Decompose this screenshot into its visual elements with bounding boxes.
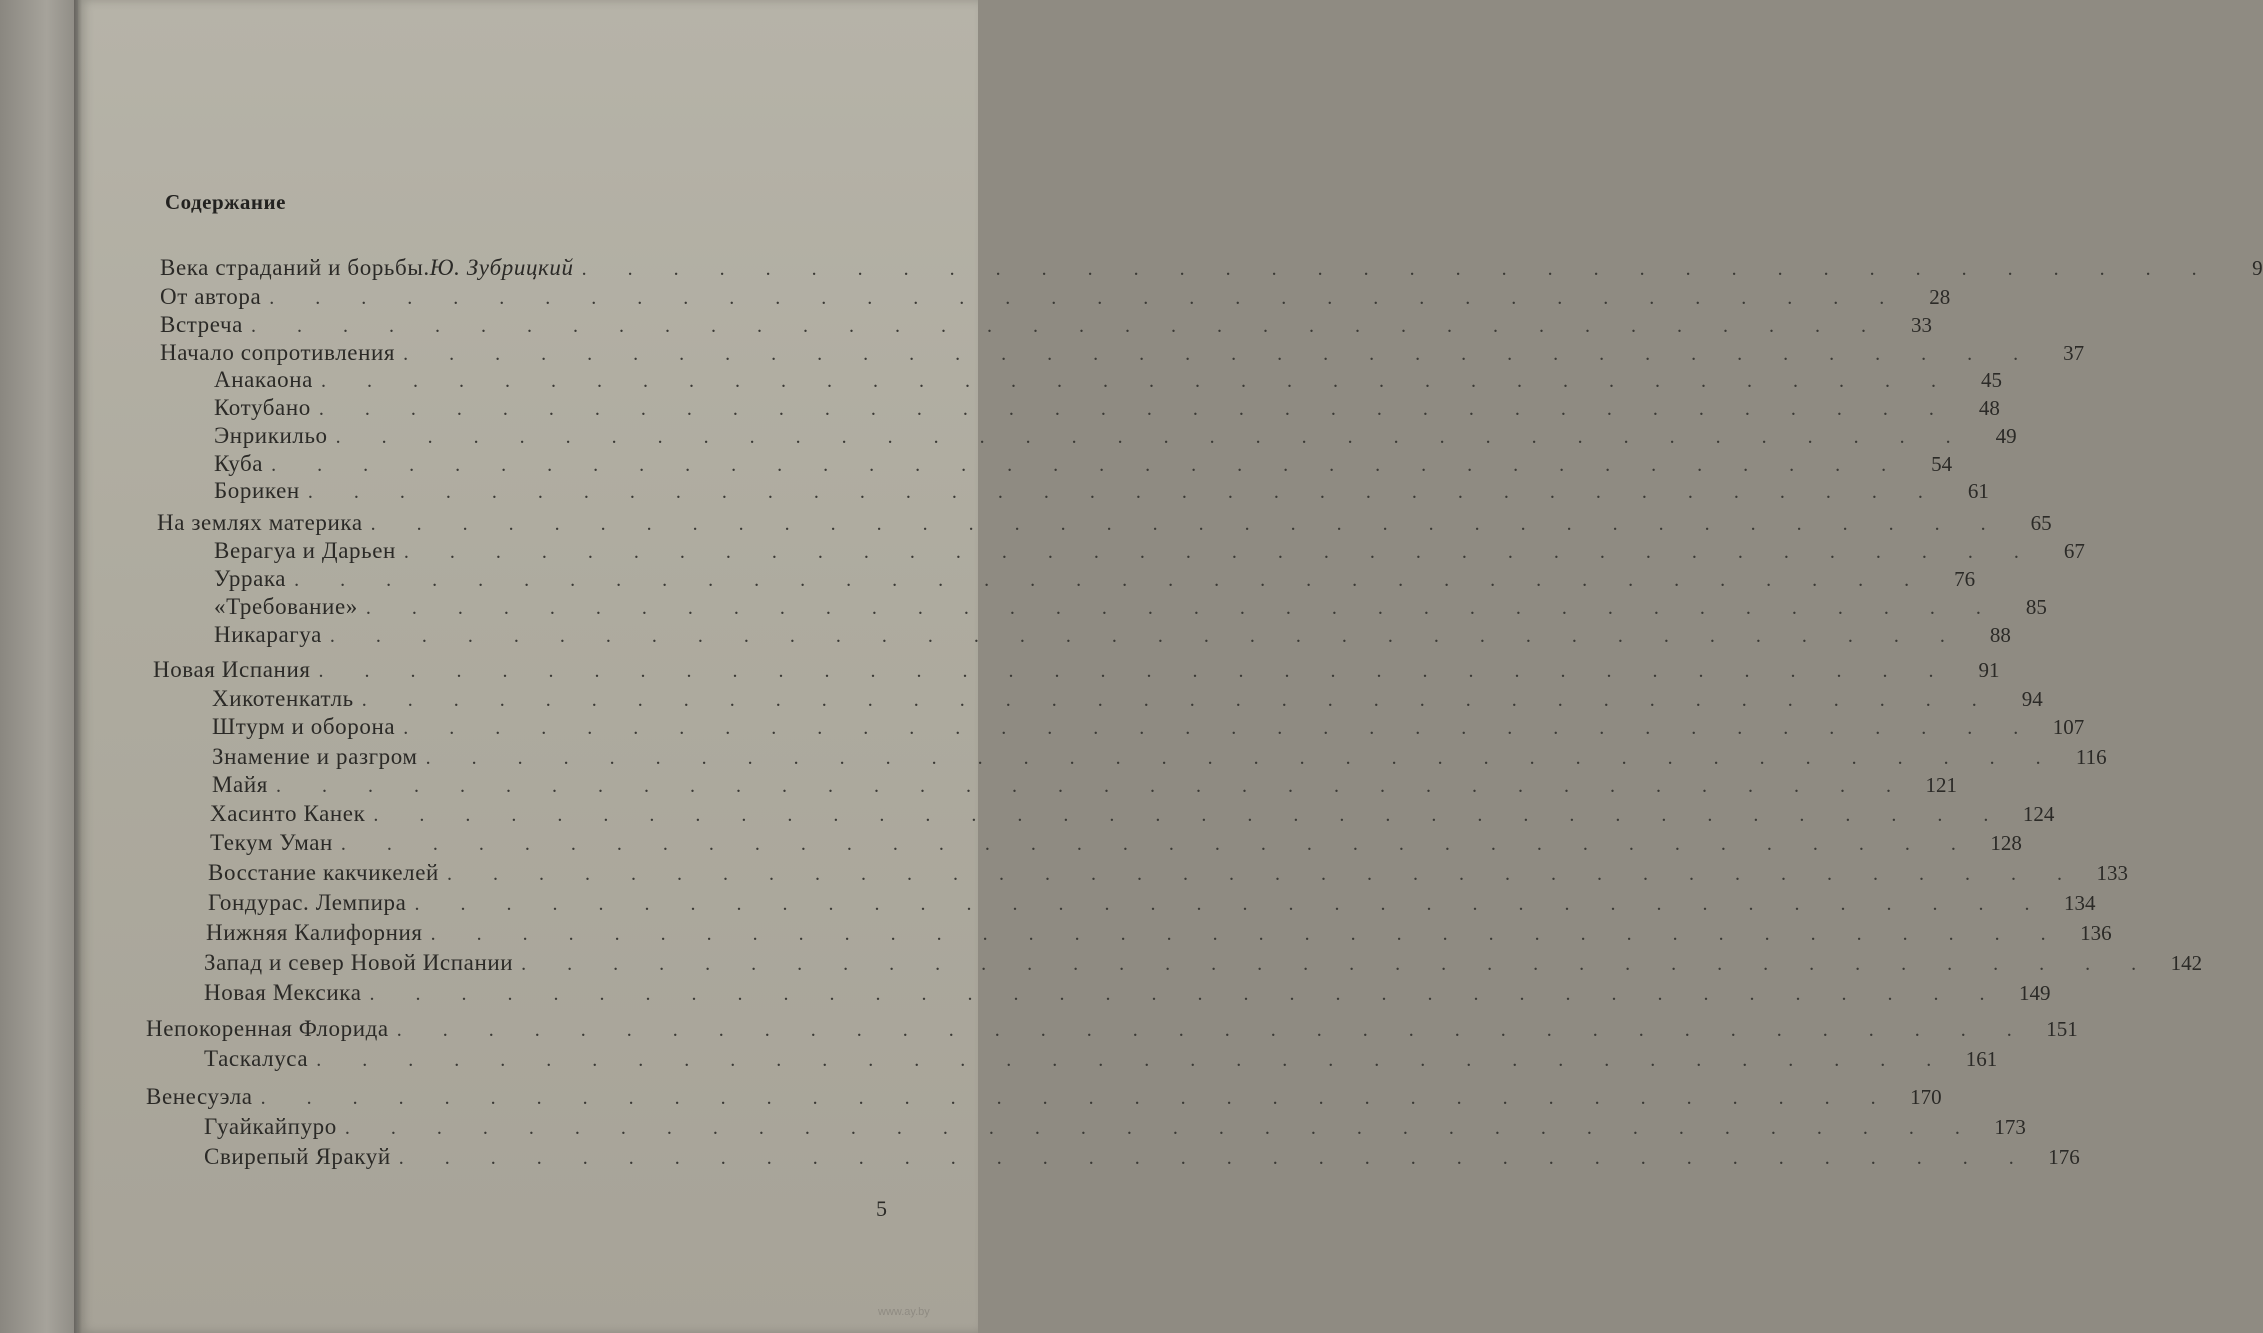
toc-entry-label: Нижняя Калифорния xyxy=(206,920,423,945)
toc-entry-page: 88 xyxy=(1989,623,2011,647)
toc-leader-dots: . . . . . . . . . . . . . . . . . . . . . . . . . . . . . . . . . . . . xyxy=(403,343,2037,365)
toc-entry xyxy=(146,1016,2078,1044)
toc-entry-label: Восстание какчикелей xyxy=(208,860,439,885)
toc-leader-dots: . . . . . . . . . . . . . . . . . . . . . . . . . . . . . . . . . . . . xyxy=(403,541,2037,563)
watermark-text: www.ay.by xyxy=(878,1306,930,1318)
toc-entry xyxy=(208,890,2096,918)
toc-entry-label: Уррака xyxy=(214,566,287,591)
toc-leader-dots: . . . . . . . . . . . . . . . . . . . . . . . . . . . . . . . . . . . . xyxy=(260,1087,1894,1109)
toc-entry xyxy=(214,538,2085,566)
toc-leader-dots: . . . . . . . . . . . . . . . . . . . . . . . . . . . . . . . . . . . . xyxy=(446,863,2080,885)
toc-leader-dots: . . . . . . . . . . . . . . . . . . . . . . . . . . . . . . . . . . . . xyxy=(316,1049,1950,1071)
toc-entry xyxy=(210,830,2022,858)
toc-entry xyxy=(160,284,1951,312)
toc-entry xyxy=(160,255,2263,283)
toc-entry-label: Непокоренная Флорида xyxy=(146,1016,389,1041)
toc-entry xyxy=(212,744,2107,772)
toc-entry-page: 116 xyxy=(2075,745,2107,769)
toc-entry xyxy=(204,950,2203,978)
toc-entry-page: 37 xyxy=(2063,341,2085,365)
toc-entry xyxy=(160,312,1932,340)
toc-entry xyxy=(214,367,2002,395)
toc-entry-page: 65 xyxy=(2030,511,2052,535)
toc-entry-label: Куба xyxy=(214,451,264,476)
toc-leader-dots: . . . . . . . . . . . . . . . . . . . . . . . . . . . . . . . . . . . . xyxy=(414,893,2048,915)
toc-entry-page: 67 xyxy=(2063,539,2085,563)
toc-leader-dots: . . . . . . . . . . . . . . . . . . . . . . . . . . . . . . . . . . . . xyxy=(251,315,1884,337)
toc-leader-dots: . . . . . . . . . . . . . . . . . . . . . . . . . . . . . . . . . . . . xyxy=(521,953,2155,975)
toc-entry-label: Анакаона xyxy=(214,367,313,392)
toc-entry-label: Знамение и разгром xyxy=(212,744,418,769)
toc-entry xyxy=(214,423,2017,451)
toc-entry-label: Гуайкайпуро xyxy=(204,1114,337,1139)
page-number: 5 xyxy=(876,1196,887,1221)
toc-entry-label: Запад и север Новой Испании xyxy=(204,950,514,975)
facing-page-edge xyxy=(0,0,78,1333)
toc-entry-label: На землях материка xyxy=(157,510,363,535)
toc-entry-page: 61 xyxy=(1967,479,1989,503)
toc-entry-page: 170 xyxy=(1910,1085,1942,1109)
toc-entry-label: Века страданий и борьбы. xyxy=(160,255,430,280)
toc-entry xyxy=(146,1084,1942,1112)
toc-entry-label: Никарагуа xyxy=(214,622,322,647)
toc-entry xyxy=(204,1144,2080,1172)
toc-leader-dots: . . . . . . . . . . . . . . . . . . . . . . . . . . . . . . . . . . . . xyxy=(403,717,2037,739)
toc-entry-page: 134 xyxy=(2063,891,2096,915)
toc-entry xyxy=(214,395,2000,423)
toc-entry-author: Ю. Зубрицкий xyxy=(429,255,574,280)
toc-leader-dots: . . . . . . . . . . . . . . . . . . . . . . . . . . . . . . . . . . . . xyxy=(335,426,1969,448)
toc-entry-label: «Требование» xyxy=(214,594,358,619)
toc-entry-page: 49 xyxy=(1995,424,2017,448)
toc-entry-page: 33 xyxy=(1911,313,1932,337)
toc-leader-dots: . . . . . . . . . . . . . . . . . . . . . . . . . . . . . . . . . . . . xyxy=(275,775,1909,797)
toc-leader-dots: . . . . . . . . . . . . . . . . . . . . . . . . . . . . . . . . . . . . xyxy=(318,398,1952,420)
toc-entry-label: Начало сопротивления xyxy=(160,340,396,365)
toc-entry-page: 107 xyxy=(2052,715,2085,739)
toc-leader-dots: . . . . . . . . . . . . . . . . . . . . . . . . . . . . . . . . . . . . xyxy=(396,1019,2030,1041)
toc-entry xyxy=(160,340,2085,368)
toc-leader-dots: . . . . . . . . . . . . . . . . . . . . . . . . . . . . . . . . . . . . xyxy=(361,689,1995,711)
toc-entry-page: 161 xyxy=(1965,1047,1998,1071)
toc-entry-label: Котубано xyxy=(214,395,311,420)
toc-leader-dots: . . . . . . . . . . . . . . . . . . . . . . . . . . . . . . . . . . . . xyxy=(398,1147,2032,1169)
toc-entry-page: 94 xyxy=(2021,687,2043,711)
toc-entry xyxy=(153,657,2000,685)
toc-entry-page: 121 xyxy=(1925,773,1957,797)
toc-entry xyxy=(214,594,2047,622)
toc-leader-dots: . . . . . . . . . . . . . . . . . . . . . . . . . . . . . . . . . . . . xyxy=(307,481,1941,503)
toc-entry-page: 9 xyxy=(2252,256,2263,280)
toc-leader-dots: . . . . . . . . . . . . . . . . . . . . . . . . . . . . . . . . . . . . xyxy=(318,660,1952,682)
toc-entry-page: 173 xyxy=(1994,1115,2026,1139)
toc-entry xyxy=(212,772,1957,800)
toc-entry xyxy=(212,714,2085,742)
toc-entry-label: Свирепый Яракуй xyxy=(204,1144,391,1169)
toc-entry xyxy=(208,860,2128,888)
toc-entry-page: 176 xyxy=(2048,1145,2080,1169)
toc-entry-page: 151 xyxy=(2046,1017,2078,1041)
toc-entry-page: 28 xyxy=(1929,285,1951,309)
toc-entry-page: 91 xyxy=(1978,658,2000,682)
toc-entry-label: Борикен xyxy=(214,478,300,503)
toc-entry-page: 149 xyxy=(2019,981,2051,1005)
toc-entry xyxy=(214,451,1953,479)
toc-entry-page: 85 xyxy=(2025,595,2047,619)
toc-leader-dots: . . . . . . . . . . . . . . . . . . . . . . . . . . . . . . . . . . . . xyxy=(344,1117,1978,1139)
toc-leader-dots: . . . . . . . . . . . . . . . . . . . . . . . . . . . . . . . . . . . . xyxy=(320,370,1954,392)
toc-entry-label: Новая Испания xyxy=(153,657,311,682)
toc-leader-dots: . . . . . . . . . . . . . . . . . . . . . . . . . . . . . . . . . . . . xyxy=(369,983,2003,1005)
toc-entry xyxy=(204,980,2051,1008)
toc-entry-label: Текум Уман xyxy=(210,830,333,855)
toc-leader-dots: . . . . . . . . . . . . . . . . . . . . . . . . . . . . . . . . . . . . xyxy=(430,923,2064,945)
toc-entry-label: Верагуа и Дарьен xyxy=(214,538,396,563)
toc-entry-page: 45 xyxy=(1980,368,2002,392)
toc-leader-dots: . . . . . . . . . . . . . . . . . . . . . . . . . . . . . . . . . . . . xyxy=(365,597,1999,619)
toc-entry xyxy=(204,1114,2026,1142)
toc-entry-label: Таскалуса xyxy=(204,1046,309,1071)
toc-entry-label: Хасинто Канек xyxy=(210,801,366,826)
toc-leader-dots: . . . . . . . . . . . . . . . . . . . . . . . . . . . . . . . . . . . . xyxy=(370,513,2004,535)
book-spine-shadow xyxy=(74,0,82,1333)
toc-entry-label: Майя xyxy=(212,772,268,797)
toc-title: Содержание xyxy=(165,190,286,214)
toc-leader-dots: . . . . . . . . . . . . . . . . . . . . . . . . . . . . . . . . . . . . xyxy=(271,454,1905,476)
toc-entry xyxy=(206,920,2112,948)
toc-entry-page: 136 xyxy=(2080,921,2112,945)
toc-leader-dots: . . . . . . . . . . . . . . . . . . . . . . . . . . . . . . . . . . . . xyxy=(340,833,1974,855)
toc-entry-page: 124 xyxy=(2022,802,2055,826)
toc-entry-label: Энрикильо xyxy=(214,423,328,448)
toc-entry-page: 54 xyxy=(1931,452,1953,476)
toc-entry-page: 128 xyxy=(1990,831,2022,855)
toc-leader-dots: . . . . . . . . . . . . . . . . . . . . . . . . . . . . . . . . . . . . xyxy=(269,287,1903,309)
toc-entry xyxy=(212,686,2043,714)
toc-entry-label: Венесуэла xyxy=(146,1084,253,1109)
toc-leader-dots: . . . . . . . . . . . . . . . . . . . . . . . . . . . . . . . . . . . . xyxy=(373,804,2007,826)
toc-entry-page: 142 xyxy=(2170,951,2203,975)
toc-entry-label: Новая Мексика xyxy=(204,980,362,1005)
toc-entry-page: 48 xyxy=(1978,396,2000,420)
toc-entry xyxy=(204,1046,1998,1074)
toc-entry-label: От автора xyxy=(160,284,262,309)
toc-entry-label: Встреча xyxy=(160,312,243,337)
toc-leader-dots: . . . . . . . . . . . . . . . . . . . . . . . . . . . . . . . . . . . . xyxy=(294,569,1928,591)
toc-leader-dots: . . . . . . . . . . . . . . . . . . . . . . . . . . . . . . . . . . . . xyxy=(329,625,1963,647)
toc-entry xyxy=(157,510,2052,538)
toc-entry xyxy=(214,622,2011,650)
toc-leader-dots: . . . . . . . . . . . . . . . . . . . . . . . . . . . . . . . . . . . . xyxy=(425,747,2059,769)
toc-entry xyxy=(214,478,1989,506)
toc-leader-dots: . . . . . . . . . . . . . . . . . . . . . . . . . . . . . . . . . . . . xyxy=(581,258,2215,280)
toc-entry-label: Хикотенкатль xyxy=(212,686,354,711)
toc-entry-page: 133 xyxy=(2096,861,2128,885)
toc-entry-label: Гондурас. Лемпира xyxy=(208,890,407,915)
toc-entry xyxy=(210,801,2055,829)
toc-entry-page: 76 xyxy=(1954,567,1976,591)
toc-entry xyxy=(214,566,1976,594)
toc-entry-label: Штурм и оборона xyxy=(212,714,396,739)
